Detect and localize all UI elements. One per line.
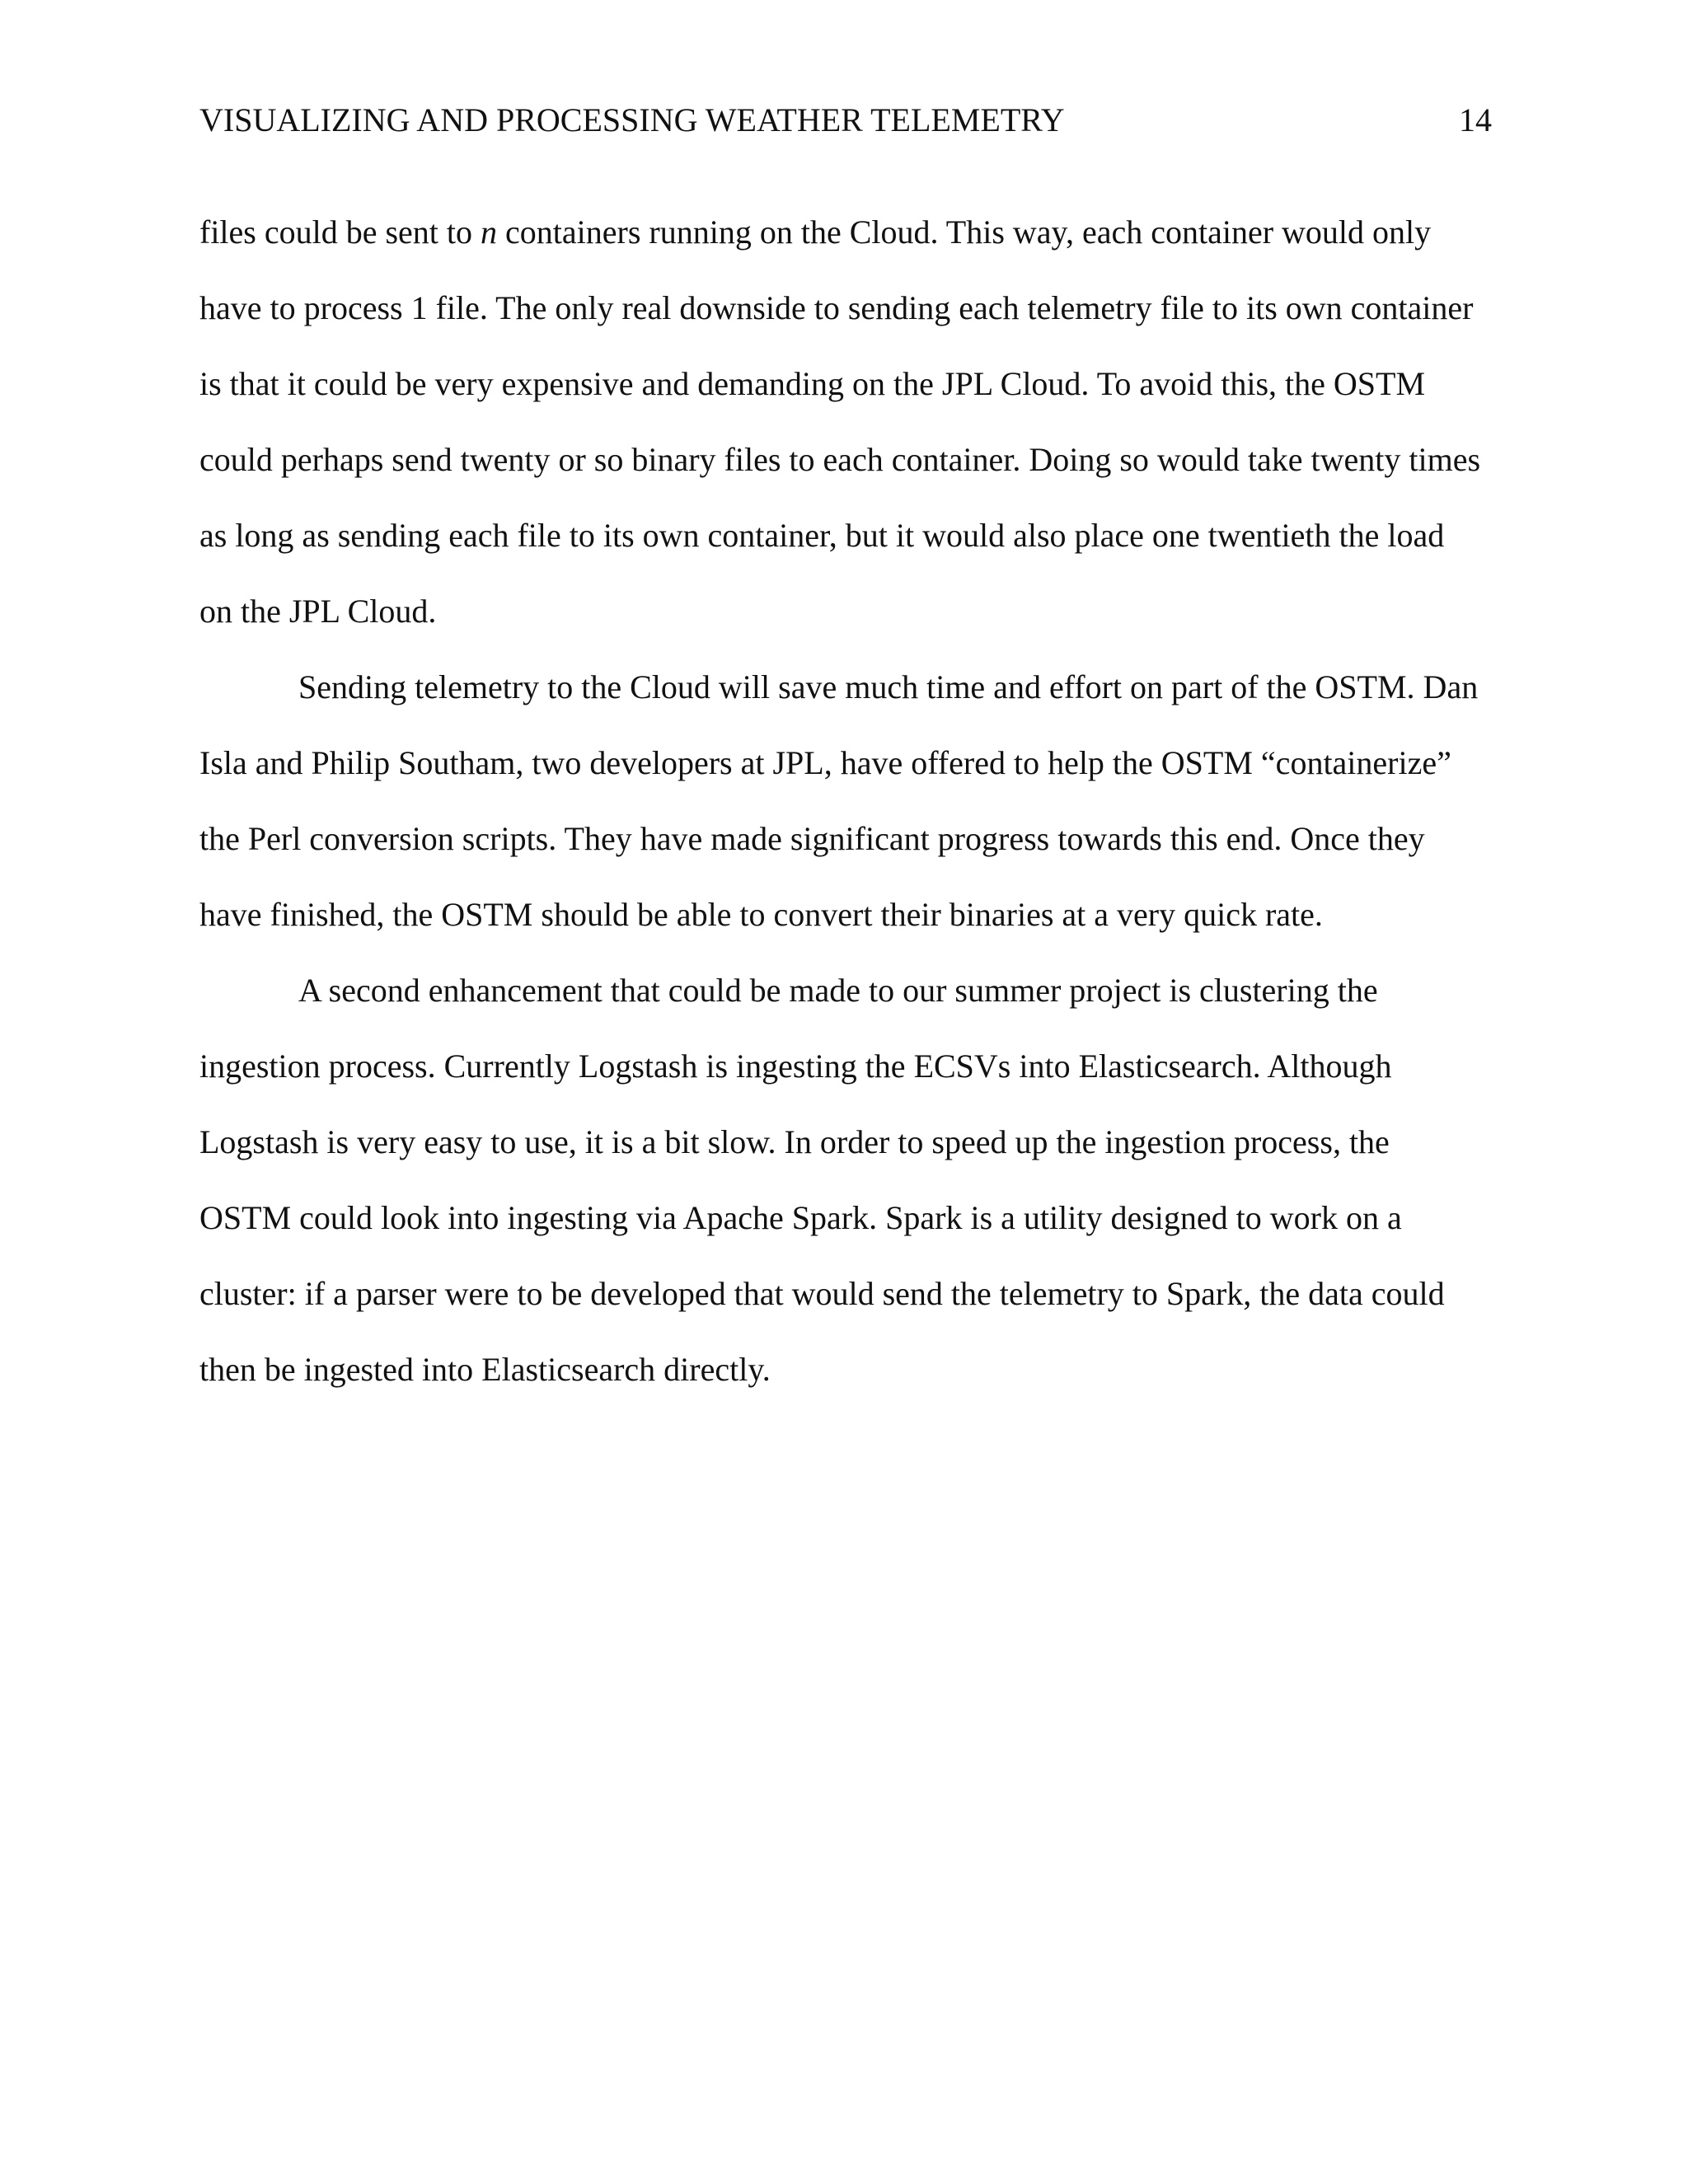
paragraph-2: [199, 649, 1492, 953]
text-line: A second enhancement that could be made to our summer project is clustering the: [298, 972, 1378, 1009]
text-line: Logstash is very easy to use, it is a bit slow. In order to speed up the ingestion process, the: [199, 1123, 1390, 1160]
running-head-title: VISUALIZING AND PROCESSING WEATHER TELEMETRY: [199, 101, 1065, 138]
text-line: Sending telemetry to the Cloud will save much time and effort on part of the OSTM. Dan: [298, 668, 1479, 705]
paragraph-1: [199, 194, 1492, 649]
text-line: could perhaps send twenty or so binary files to each container. Doing so would take twenty times: [199, 441, 1481, 478]
text-line: the Perl conversion scripts. They have made significant progress towards this end. Once they: [199, 820, 1425, 857]
text-line: cluster: if a parser were to be developed that would send the telemetry to Spark, the data could: [199, 1275, 1445, 1312]
text-line: [199, 194, 1492, 270]
italic-variable: n: [481, 213, 498, 251]
running-head: [199, 97, 1492, 143]
paragraph-3: [199, 953, 1492, 1408]
text-line: is that it could be very expensive and demanding on the JPL Cloud. To avoid this, the OSTM: [199, 365, 1426, 402]
text-line: ingestion process. Currently Logstash is ingesting the ECSVs into Elasticsearch. Although: [199, 1047, 1392, 1085]
text-segment: files could be sent to: [199, 213, 481, 251]
text-line: have finished, the OSTM should be able to convert their binaries at a very quick rate.: [199, 896, 1323, 933]
text-line: Isla and Philip Southam, two developers at JPL, have offered to help the OSTM “containerize”: [199, 744, 1451, 781]
page-number: 14: [1459, 101, 1492, 138]
text-segment: containers running on the Cloud. This way, each container would only: [497, 213, 1432, 251]
text-line: as long as sending each file to its own container, but it would also place one twentieth the load: [199, 517, 1445, 554]
text-line: OSTM could look into ingesting via Apache Spark. Spark is a utility designed to work on a: [199, 1199, 1402, 1236]
text-line: on the JPL Cloud.: [199, 593, 437, 630]
text-line: then be ingested into Elasticsearch directly.: [199, 1351, 771, 1388]
body-text: [199, 194, 1492, 1408]
text-line: have to process 1 file. The only real downside to sending each telemetry file to its own container: [199, 289, 1474, 326]
